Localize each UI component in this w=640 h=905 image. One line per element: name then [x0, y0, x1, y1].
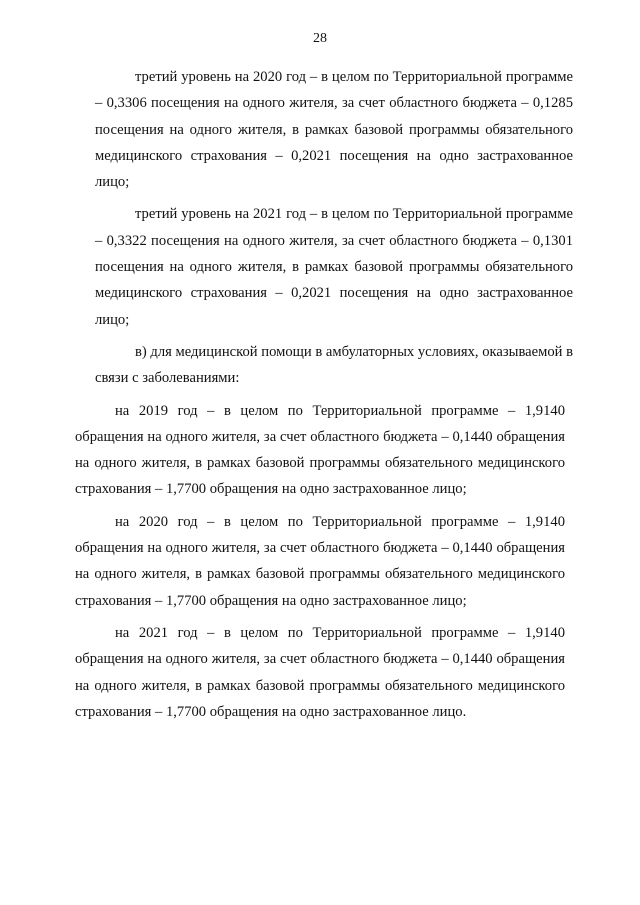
paragraph-outpatient-2019: на 2019 год – в целом по Территориальной программе – 1,9140 обращения на одного жителя, за счет областного бюджета – 0,1440 обращения на одного жителя, в рамках базовой программы обязательного медицинского страхования – 1,7700 обращения на одно застрахованное лицо;	[75, 402, 565, 498]
page-number: 28	[313, 31, 327, 46]
paragraph-level3-2020: третий уровень на 2020 год – в целом по Территориальной программе – 0,3306 посещения на одного жителя, за счет областного бюджета – 0,1285 посещения на одного жителя, в рамках базовой программы обязательного медицинского страхования – 0,2021 посещения на одно застрахованное лицо;	[95, 69, 573, 191]
paragraph-outpatient-diseases: в) для медицинской помощи в амбулаторных условиях, оказываемой в связи с заболеваниями:	[95, 343, 573, 387]
paragraph-level3-2021: третий уровень на 2021 год – в целом по Территориальной программе – 0,3322 посещения на одного жителя, за счет областного бюджета – 0,1301 посещения на одного жителя, в рамках базовой программы обязательного медицинского страхования – 0,2021 посещения на одно застрахованное лицо;	[95, 206, 573, 328]
document-body	[75, 64, 573, 731]
paragraph-outpatient-2020: на 2020 год – в целом по Территориальной программе – 1,9140 обращения на одного жителя, за счет областного бюджета – 0,1440 обращения на одного жителя, в рамках базовой программы обязательного медицинского страхования – 1,7700 обращения на одно застрахованное лицо;	[75, 513, 565, 609]
paragraph-outpatient-2021: на 2021 год – в целом по Территориальной программе – 1,9140 обращения на одного жителя, за счет областного бюджета – 0,1440 обращения на одного жителя, в рамках базовой программы обязательного медицинского страхования – 1,7700 обращения на одно застрахованное лицо.	[75, 624, 565, 720]
